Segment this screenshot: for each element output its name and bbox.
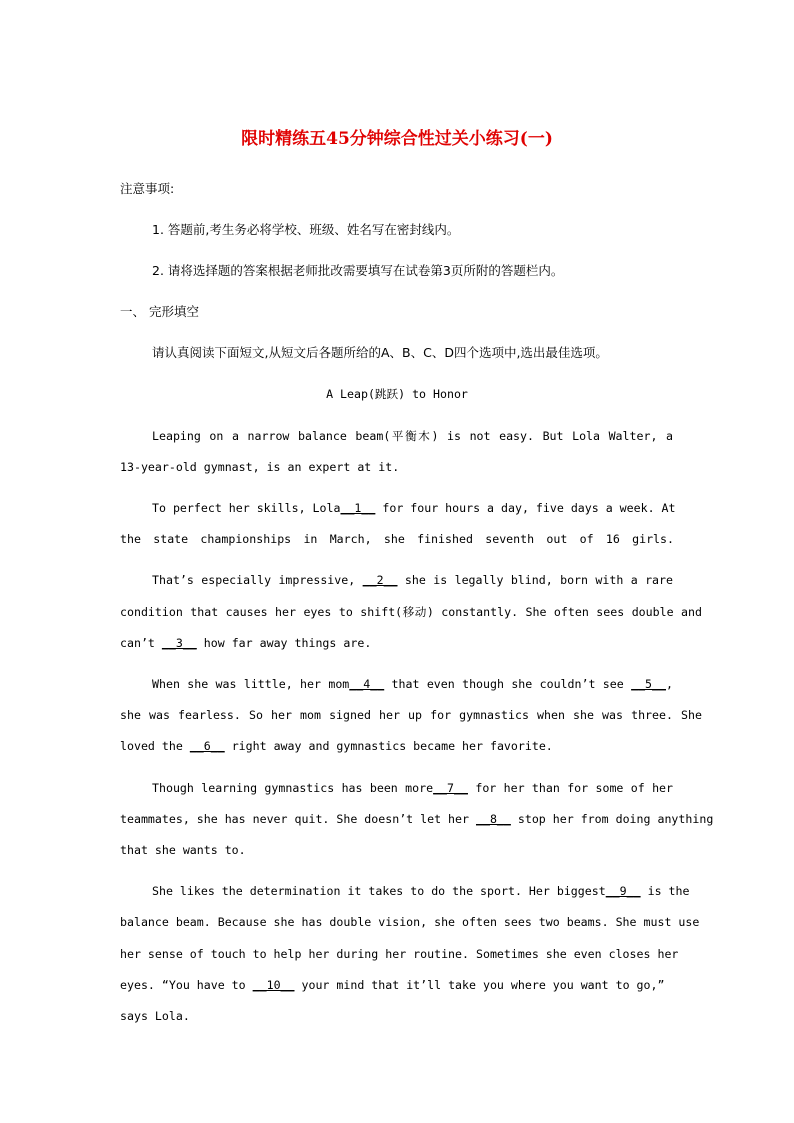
blank-4[interactable]: __4__ <box>349 677 385 691</box>
note-1: 1. 答题前,考生务必将学校、班级、姓名写在密封线内。 <box>152 222 460 237</box>
passage-line: 13-year-old gymnast, is an expert at it. <box>120 460 400 474</box>
notes-heading: 注意事项: <box>120 181 175 196</box>
passage-title: A Leap(跳跃) to Honor <box>326 387 468 401</box>
blank-5[interactable]: __5__ <box>631 677 666 691</box>
passage-line: That’s especially impressive, __2__ she is legally blind, born with a rare <box>152 573 673 587</box>
blank-7[interactable]: __7__ <box>433 781 468 795</box>
passage-line: says Lola. <box>120 1009 190 1023</box>
blank-9[interactable]: __9__ <box>605 884 641 898</box>
passage-line: eyes. “You have to __10__ your mind that it’ll take you where you want to go,” <box>120 978 665 992</box>
passage-line: that she wants to. <box>120 843 246 857</box>
blank-1[interactable]: __1__ <box>340 501 376 515</box>
passage-line: condition that causes her eyes to shift(移动) constantly. She often sees double and <box>120 605 702 619</box>
passage-line: To perfect her skills, Lola__1__ for four hours a day, five days a week. At <box>152 501 676 515</box>
blank-6[interactable]: __6__ <box>189 739 225 753</box>
passage-line: Leaping on a narrow balance beam(平衡木) is not easy. But Lola Walter, a <box>152 429 673 443</box>
blank-2[interactable]: __2__ <box>362 573 398 587</box>
passage-line: her sense of touch to help her during her routine. Sometimes she even closes her <box>120 947 679 961</box>
passage-line: can’t __3__ how far away things are. <box>120 636 372 650</box>
blank-8[interactable]: __8__ <box>475 812 511 826</box>
passage-line: she was fearless. So her mom signed her up for gymnastics when she was three. She <box>120 708 702 722</box>
passage-line: the state championships in March, she finished seventh out of 16 girls. <box>120 532 674 546</box>
instruction: 请认真阅读下面短文,从短文后各题所给的A、B、C、D四个选项中,选出最佳选项。 <box>152 345 608 360</box>
section-heading: 一、 完形填空 <box>120 304 199 319</box>
passage-line: balance beam. Because she has double vision, she often sees two beams. She must use <box>120 915 700 929</box>
passage-line: When she was little, her mom__4__ that even though she couldn’t see __5__, <box>152 677 673 691</box>
note-2: 2. 请将选择题的答案根据老师批改需要填写在试卷第3页所附的答题栏内。 <box>152 263 564 278</box>
blank-10[interactable]: __10__ <box>252 978 295 992</box>
passage-line: Though learning gymnastics has been more__7__ for her than for some of her <box>152 781 674 795</box>
blank-3[interactable]: __3__ <box>161 636 197 650</box>
passage-line: teammates, she has never quit. She doesn’t let her __8__ stop her from doing anything <box>120 812 714 826</box>
passage-line: She likes the determination it takes to do the sport. Her biggest__9__ is the <box>152 884 690 898</box>
passage-line: loved the __6__ right away and gymnastics became her favorite. <box>120 739 553 753</box>
document-title: 限时精练五45分钟综合性过关小练习(一) <box>241 129 553 149</box>
